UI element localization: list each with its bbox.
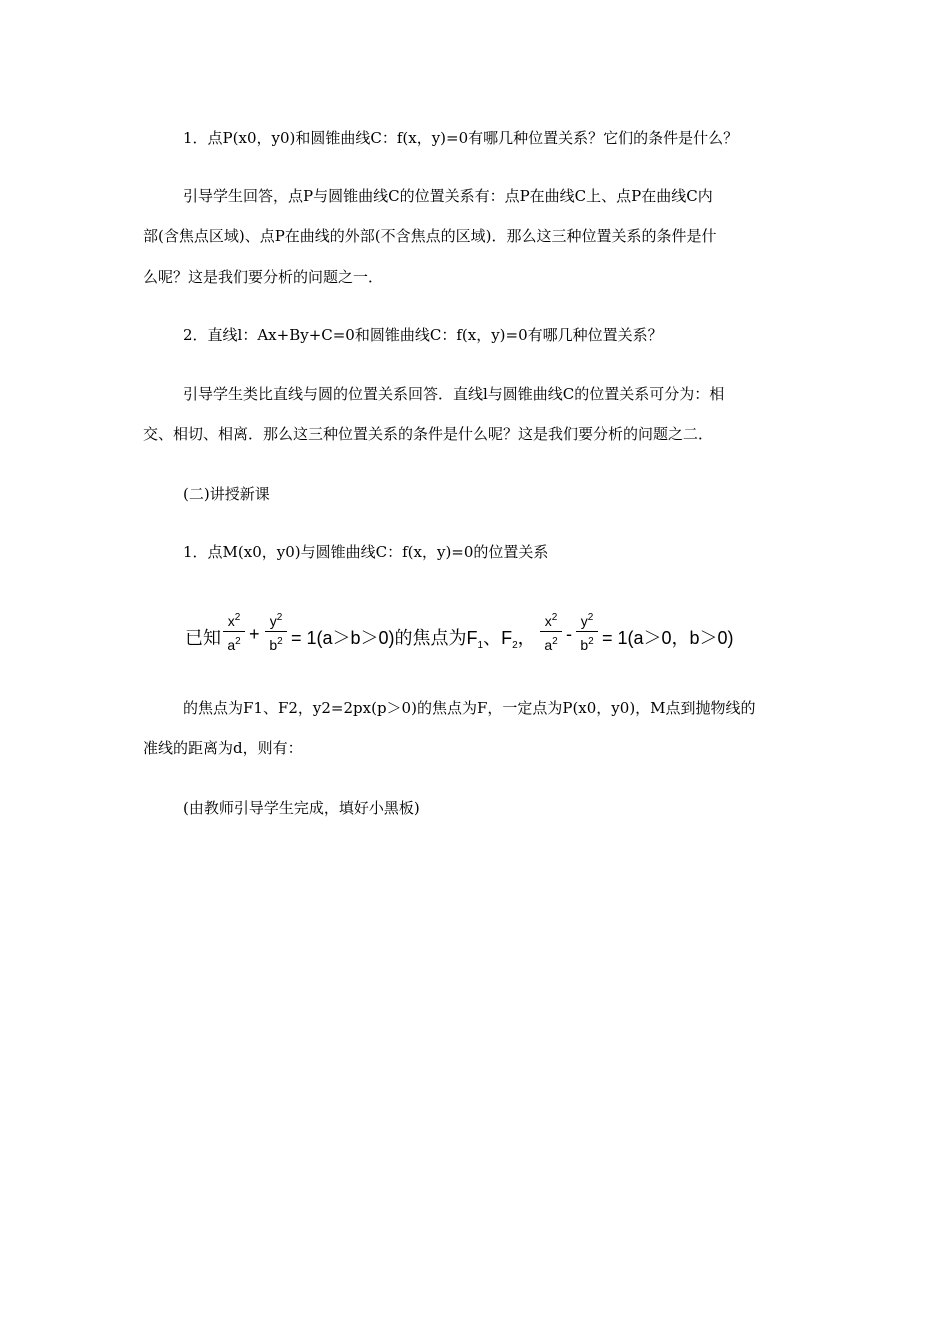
- answer-1-line-3: 么呢？这是我们要分析的问题之一．: [143, 268, 384, 286]
- ellipse-equation-rest: = 1(a＞b＞0)的焦点为$F_1$、$F_2$，: [291, 628, 536, 651]
- hyperbola-equation-rest: = 1(a＞0，b＞0): [602, 628, 734, 648]
- conic-formula: [185, 608, 785, 668]
- plus-sign: +: [249, 624, 260, 644]
- minus-sign: -: [566, 624, 572, 644]
- foci-description-line-1: 的焦点为F1、F2，y2=2px(p＞0)的焦点为F，一定点为P(x0，y0)，M点到抛物线的: [183, 699, 756, 717]
- question-1: 1．点P(x0，y0)和圆锥曲线C：f(x，y)=0有哪几种位置关系？它们的条件是什么？: [183, 129, 739, 147]
- answer-1-line-2: 部(含焦点区域)、点P在曲线的外部(不含焦点的区域)．那么这三种位置关系的条件是什: [143, 227, 717, 245]
- ellipse-y-fraction: $y^2$ $b^2$: [265, 610, 287, 653]
- hyperbola-x-fraction: $x^2$ $a^2$: [540, 610, 562, 653]
- answer-1-line-1: 引导学生回答，点P与圆锥曲线C的位置关系有：点P在曲线C上、点P在曲线C内: [183, 187, 713, 205]
- section-heading: (二)讲授新课: [183, 485, 270, 503]
- hyperbola-y-fraction: $y^2$ $b^2$: [576, 610, 598, 653]
- answer-2-line-1: 引导学生类比直线与圆的位置关系回答．直线l与圆锥曲线C的位置关系可分为：相: [183, 385, 725, 403]
- subsection-title: 1．点M(x0，y0)与圆锥曲线C：f(x，y)=0的位置关系: [183, 543, 549, 561]
- foci-description-line-2: 准线的距离为d，则有：: [143, 739, 303, 757]
- teacher-note: (由教师引导学生完成，填好小黑板): [183, 799, 420, 817]
- ellipse-x-fraction: $x^2$ $a^2$: [223, 610, 245, 653]
- question-2: 2．直线l：Ax+By+C=0和圆锥曲线C：f(x，y)=0有哪几种位置关系？: [183, 326, 663, 344]
- answer-2-line-2: 交、相切、相离．那么这三种位置关系的条件是什么呢？这是我们要分析的问题之二．: [143, 425, 714, 443]
- formula-prefix: 已知: [185, 628, 221, 648]
